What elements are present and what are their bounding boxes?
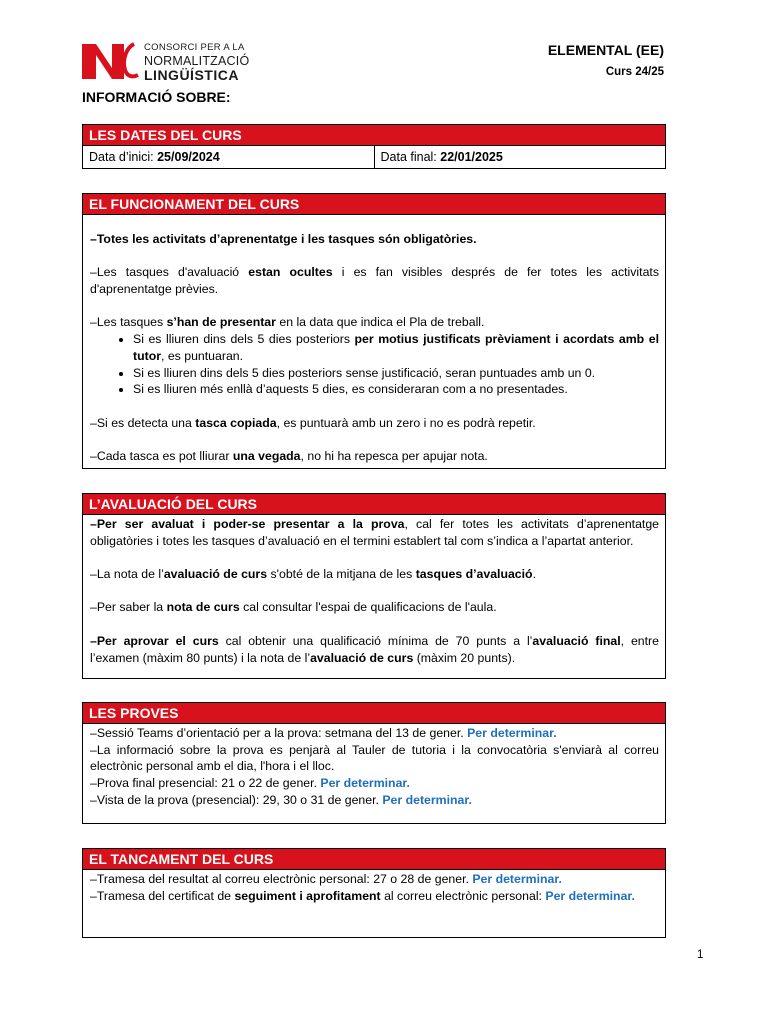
cpnl-logo bbox=[82, 42, 252, 82]
functioning-p5: –Cada tasca es pot lliurar una vegada, no hi ha repesca per apujar nota. bbox=[90, 449, 488, 464]
functioning-bullet: • Si es lliuren dins dels 5 dies posteriors per motius justificats prèviament i acordats amb el tutor, es puntuaran. bbox=[133, 331, 659, 364]
evaluation-p1: –Per ser avaluat i poder-se presentar a la prova, cal fer totes les activitats d’aprenentatge obligatòries i totes les tasques d’avaluació en el termini establert tal com s’indica a l’apartat anterior. bbox=[90, 517, 660, 548]
logo-line-2: NORMALITZACIÓ bbox=[144, 53, 250, 68]
evaluation-section-title: L’AVALUACIÓ DEL CURS bbox=[83, 494, 665, 515]
functioning-p1: –Totes les activitats d’aprenentatge i les tasques són obligatòries. bbox=[90, 232, 477, 246]
start-date-value: 25/09/2024 bbox=[157, 150, 220, 164]
functioning-section-title: EL FUNCIONAMENT DEL CURS bbox=[83, 194, 665, 215]
course-year: Curs 24/25 bbox=[605, 66, 664, 78]
functioning-bullets bbox=[90, 331, 659, 398]
evaluation-p2: –La nota de l’avaluació de curs s'obté de la mitjana de les tasques d’avaluació. bbox=[90, 567, 536, 582]
functioning-p2: –Les tasques d'avaluació estan ocultes i es fan visibles després de fer totes les activitats d'aprenentatge prèvies. bbox=[90, 265, 659, 297]
exams-line-1: –Sessió Teams d’orientació per a la prova: setmana del 13 de gener. Per determinar. bbox=[90, 726, 557, 740]
logo-line-3: LINGÜÍSTICA bbox=[144, 67, 239, 83]
course-level: ELEMENTAL (EE) bbox=[547, 42, 664, 58]
closing-section bbox=[82, 848, 666, 938]
start-date-cell bbox=[83, 146, 374, 168]
closing-line-1: –Tramesa del resultat al correu electrònic personal: 27 o 28 de gener. Per determinar. bbox=[90, 872, 562, 886]
functioning-p4: –Si es detecta una tasca copiada, es puntuarà amb un zero i no es podrà repetir. bbox=[90, 415, 536, 430]
end-date-value: 22/01/2025 bbox=[440, 150, 503, 164]
cpnl-logo-mark bbox=[82, 42, 140, 80]
evaluation-section bbox=[82, 493, 666, 679]
logo-line-1: CONSORCI PER A LA bbox=[144, 42, 245, 53]
exams-line-3: –Prova final presencial: 21 o 22 de gener. Per determinar. bbox=[90, 776, 410, 791]
start-date-label: Data d’inici: bbox=[89, 150, 154, 164]
evaluation-p4: –Per aprovar el curs cal obtenir una qualificació mínima de 70 punts a l’avaluació final, entre l’examen (màxim 80 punts) i la nota de l’avaluació de curs (màxim 20 punts). bbox=[90, 633, 659, 665]
evaluation-p3: –Per saber la nota de curs cal consultar l'espai de qualificacions de l'aula. bbox=[90, 600, 497, 615]
dates-section bbox=[82, 124, 666, 169]
functioning-section bbox=[82, 193, 666, 469]
exams-line-4: –Vista de la prova (presencial): 29, 30 o 31 de gener. Per determinar. bbox=[90, 792, 472, 807]
closing-line-2: –Tramesa del certificat de seguiment i aprofitament al correu electrònic personal: Per determinar. bbox=[90, 888, 635, 903]
dates-section-title: LES DATES DEL CURS bbox=[83, 125, 665, 146]
page-number: 1 bbox=[697, 949, 704, 961]
info-title: INFORMACIÓ SOBRE: bbox=[82, 89, 231, 105]
end-date-cell bbox=[374, 146, 666, 168]
functioning-bullet: • Si es lliuren dins dels 5 dies posteriors sense justificació, seran puntuades amb un 0. bbox=[133, 365, 659, 382]
exams-section bbox=[82, 702, 666, 824]
closing-section-title: EL TANCAMENT DEL CURS bbox=[83, 849, 665, 870]
functioning-bullet: • Si es lliuren més enllà d’aquests 5 dies, es consideraran com a no presentades. bbox=[133, 381, 659, 398]
functioning-p3: –Les tasques s’han de presentar en la data que indica el Pla de treball. bbox=[90, 315, 485, 330]
exams-line-2: –La informació sobre la prova es penjarà al Tauler de tutoria i la convocatòria s'enviarà al correu electrònic personal amb el dia, l'hora i el lloc. bbox=[90, 742, 659, 774]
end-date-label: Data final: bbox=[380, 150, 437, 164]
exams-section-title: LES PROVES bbox=[83, 703, 665, 724]
